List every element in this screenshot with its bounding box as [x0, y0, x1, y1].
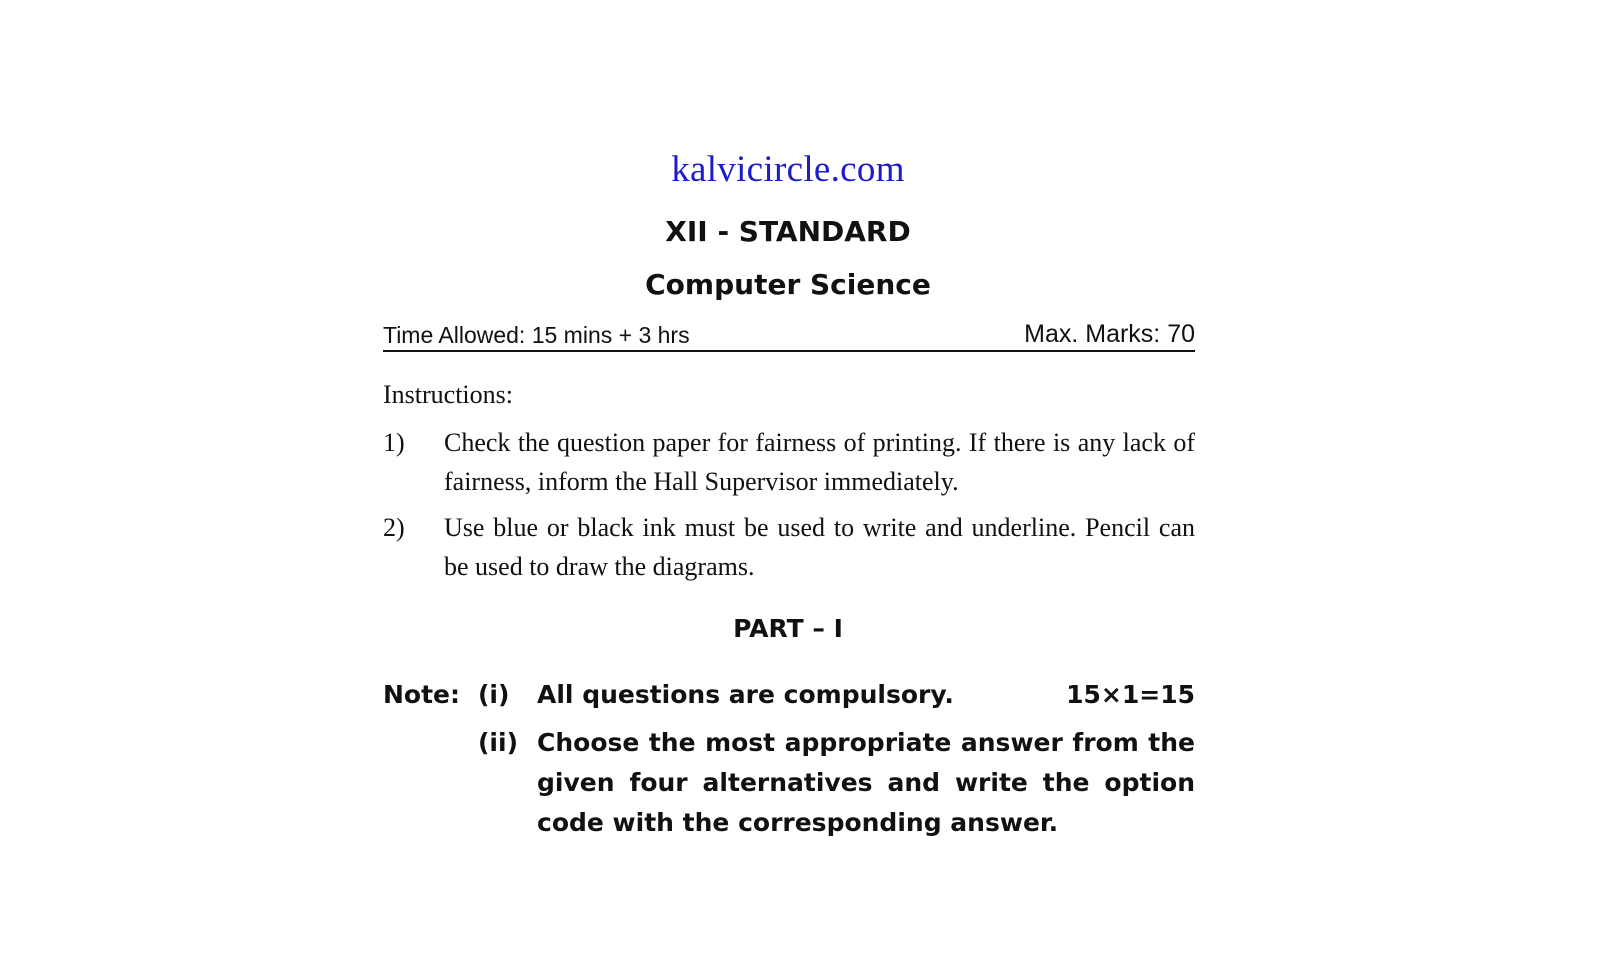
instruction-text: Use blue or black ink must be used to write and underline. Pencil can be used to draw the diagrams.	[444, 513, 1195, 581]
marks-formula: 15×1=15	[1066, 680, 1195, 709]
note-item	[478, 675, 1195, 715]
note-label: Note:	[383, 680, 461, 709]
max-marks: Max. Marks: 70	[1024, 320, 1195, 348]
standard-heading: XII - STANDARD	[665, 215, 911, 248]
instruction-item	[383, 423, 1195, 501]
instruction-number: 1)	[383, 428, 405, 457]
note-text: All questions are compulsory.	[537, 680, 954, 709]
instruction-text: Check the question paper for fairness of printing. If there is any lack of fairness, inform the Hall Supervisor immediately.	[444, 428, 1195, 496]
instructions-heading: Instructions:	[383, 380, 513, 409]
exam-meta-row	[383, 318, 1195, 352]
note-roman-numeral: (i)	[478, 680, 510, 709]
part-title: PART – I	[733, 614, 843, 643]
time-allowed: Time Allowed: 15 mins + 3 hrs	[383, 322, 690, 348]
note-item	[478, 723, 1195, 843]
instruction-item	[383, 508, 1195, 586]
note-roman-numeral: (ii)	[478, 728, 518, 757]
subject-heading: Computer Science	[645, 268, 931, 301]
site-watermark: kalvicircle.com	[671, 149, 905, 190]
instruction-number: 2)	[383, 513, 405, 542]
note-text: Choose the most appropriate answer from the given four alternatives and write the option code with the corresponding answer.	[537, 728, 1195, 837]
